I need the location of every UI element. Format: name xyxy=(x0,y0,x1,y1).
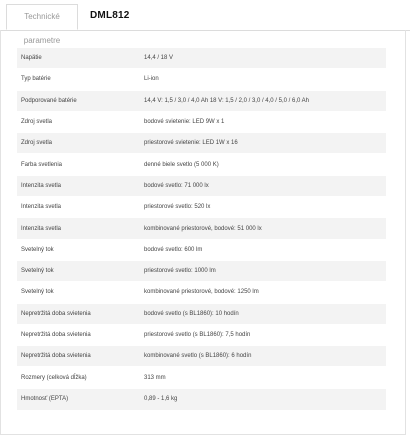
spec-value: priestorové svetlo (s BL1860): 7,5 hodín xyxy=(144,324,386,345)
spec-label: Nepretržitá doba svietenia xyxy=(17,303,144,324)
spec-label: Nepretržitá doba svietenia xyxy=(17,324,144,345)
spec-label: Nepretržitá doba svietenia xyxy=(17,346,144,367)
spec-value: kombinované priestorové, bodové: 51 000 lx xyxy=(144,218,386,239)
spec-value: kombinované svetlo (s BL1860): 6 hodín xyxy=(144,346,386,367)
table-row xyxy=(17,303,386,324)
spec-label: Podporované batérie xyxy=(17,90,144,111)
table-row xyxy=(17,175,386,196)
spec-label: Zdroj svetla xyxy=(17,111,144,132)
spec-label: Typ batérie xyxy=(17,69,144,90)
spec-label: Napätie xyxy=(17,48,144,69)
table-row xyxy=(17,282,386,303)
table-row xyxy=(17,346,386,367)
spec-value: 313 mm xyxy=(144,367,386,388)
table-row xyxy=(17,218,386,239)
spec-label: Svetelný tok xyxy=(17,260,144,281)
tab-model[interactable]: DML812 xyxy=(90,10,130,21)
table-row xyxy=(17,111,386,132)
spec-label: Farba svetlenia xyxy=(17,154,144,175)
spec-label: Hmotnosť (EPTA) xyxy=(17,388,144,409)
spec-label: Intenzita svetla xyxy=(17,175,144,196)
table-row xyxy=(17,260,386,281)
spec-value: kombinované priestorové, bodové: 1250 lm xyxy=(144,282,386,303)
table-row xyxy=(17,90,386,111)
spec-value: priestorové svetlo: 1000 lm xyxy=(144,260,386,281)
spec-value: denné biele svetlo (5 000 K) xyxy=(144,154,386,175)
spec-label: Svetelný tok xyxy=(17,239,144,260)
spec-value: priestorové svetlo: 520 lx xyxy=(144,197,386,218)
table-row xyxy=(17,239,386,260)
spec-label: Rozmery (celková dĺžka) xyxy=(17,367,144,388)
table-row xyxy=(17,324,386,345)
tab-bar xyxy=(0,0,410,45)
table-row xyxy=(17,154,386,175)
spec-value: bodové svetlo: 600 lm xyxy=(144,239,386,260)
table-row xyxy=(17,197,386,218)
spec-value: bodové svietenie: LED 9W x 1 xyxy=(144,111,386,132)
spec-value: 14,4 / 18 V xyxy=(144,48,386,69)
table-row xyxy=(17,388,386,409)
spec-value: bodové svetlo: 71 000 lx xyxy=(144,175,386,196)
spec-value: bodové svetlo (s BL1860): 10 hodín xyxy=(144,303,386,324)
spec-value: priestorové svietenie: LED 1W x 16 xyxy=(144,133,386,154)
spec-value: Li-ion xyxy=(144,69,386,90)
table-row xyxy=(17,133,386,154)
spec-label: Svetelný tok xyxy=(17,282,144,303)
spec-label: Intenzita svetla xyxy=(17,218,144,239)
tab-technical-parameters[interactable]: Technické parametre xyxy=(6,4,78,30)
table-row xyxy=(17,69,386,90)
spec-label: Zdroj svetla xyxy=(17,133,144,154)
table-row xyxy=(17,367,386,388)
spec-label: Intenzita svetla xyxy=(17,197,144,218)
table-row xyxy=(17,48,386,69)
spec-value: 0,89 - 1,6 kg xyxy=(144,388,386,409)
spec-table xyxy=(17,47,386,410)
spec-value: 14,4 V: 1,5 / 3,0 / 4,0 Ah 18 V: 1,5 / 2,0 / 3,0 / 4,0 / 5,0 / 6,0 Ah xyxy=(144,90,386,111)
